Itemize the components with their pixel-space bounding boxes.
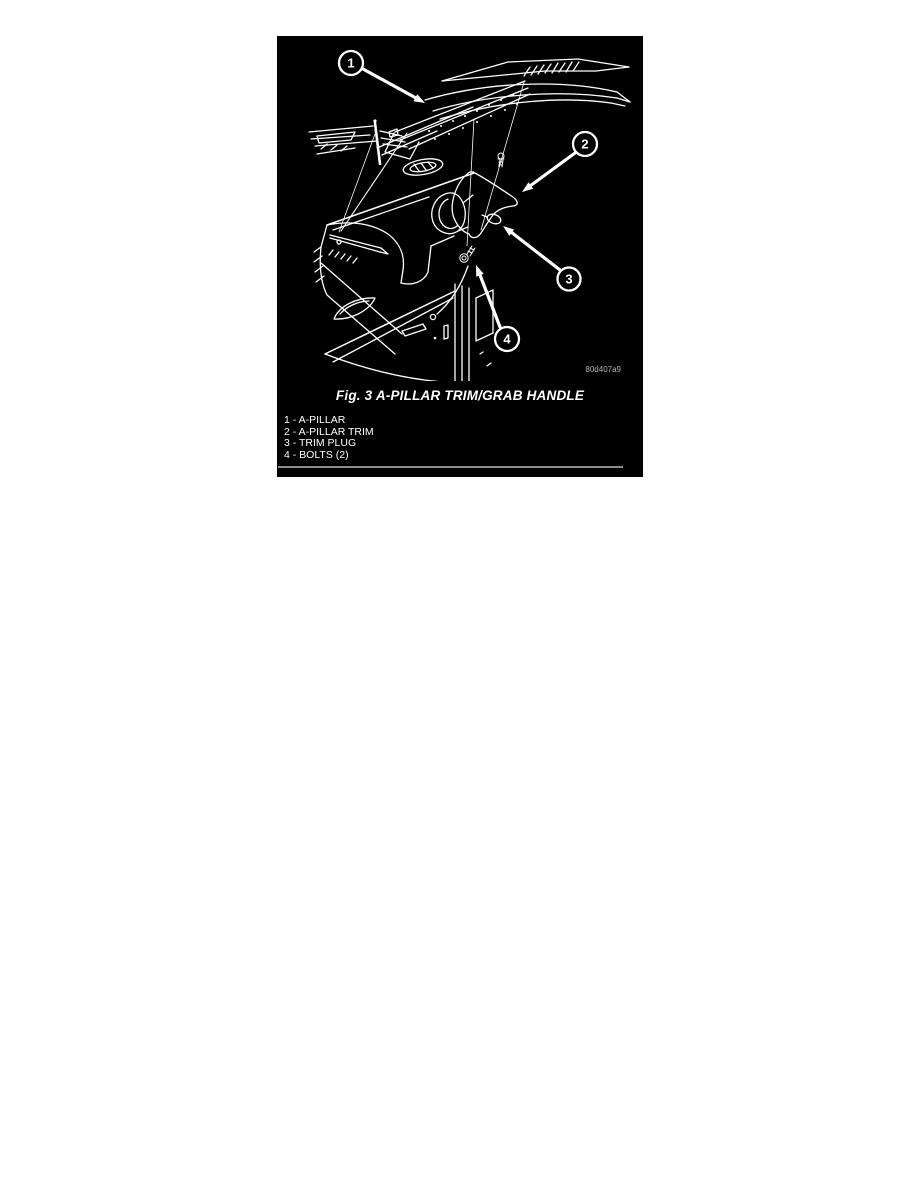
callout-1-arrowhead [413,94,425,103]
vent [334,298,375,319]
legend-item-4: 4 - BOLTS (2) [284,448,349,461]
figure-illustration [277,36,643,381]
speaker-grille [402,156,444,178]
callout-4-number: 4 [503,331,511,347]
callout-1-number: 1 [347,55,355,71]
door-sill [325,266,493,381]
legend-item-2: 2 - A-PILLAR TRIM [284,425,374,438]
bolt-lower [460,246,475,262]
figure-panel [277,36,643,477]
callout-1-arrow [363,69,416,98]
figure-caption: Fig. 3 A-PILLAR TRIM/GRAB HANDLE [335,388,585,403]
projection-lines [339,82,524,246]
trim-plug [482,213,502,226]
roof-rail-lines [425,59,630,119]
legend-divider [278,466,623,468]
wiper-arm [330,235,388,254]
callout-4-arrowhead [476,265,484,277]
callout-3 [503,226,581,291]
callout-2-arrow [530,153,575,186]
callout-1 [339,51,425,103]
legend-item-1: 1 - A-PILLAR [284,414,346,426]
callout-3-number: 3 [565,271,573,287]
legend [284,415,643,461]
callout-3-arrow [511,232,560,270]
callout-2 [522,132,597,192]
image-code-label: 80d407a9 [585,365,621,374]
legend-item-3: 3 - TRIM PLUG [284,437,357,449]
dashboard [314,173,474,354]
callout-4-arrow [480,275,500,327]
callout-2-number: 2 [581,136,589,152]
